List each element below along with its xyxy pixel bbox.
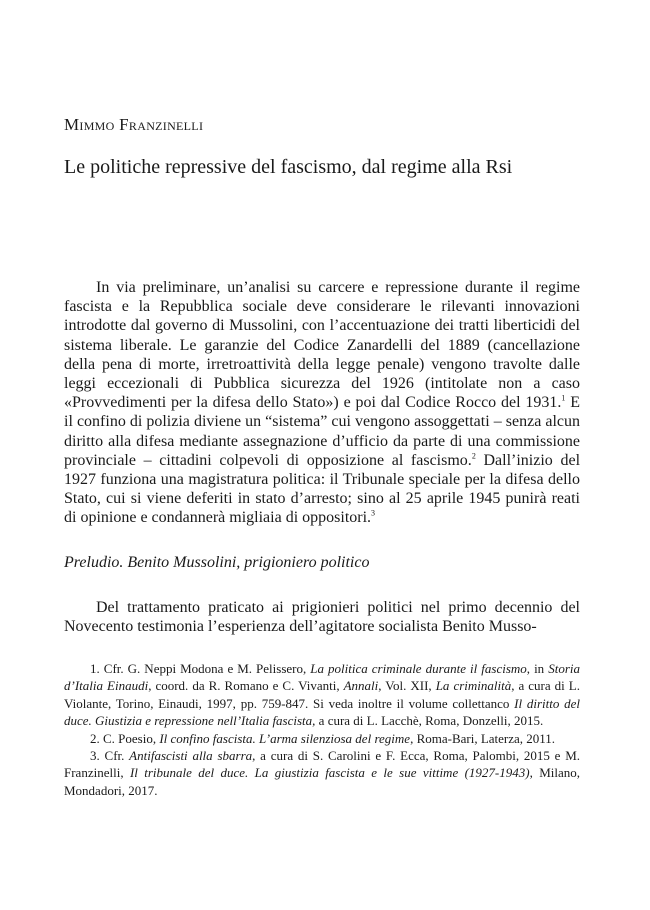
section-paragraph-text: Del trattamento praticato ai prigionieri politici nel primo decennio del Novecento testimonia l’esperienza dell’agitatore socialista Benito Musso- bbox=[64, 599, 580, 636]
fn1-k: a cura di L. Lacchè, Roma, Donzelli, 2015. bbox=[315, 713, 544, 729]
section-paragraph bbox=[64, 598, 580, 636]
fn1-c: , in bbox=[526, 661, 549, 676]
chapter-title: Le politiche repressive del fascismo, dal regime alla Rsi bbox=[64, 156, 513, 178]
intro-text-3: Dall’inizio del 1927 funziona una magistratura politica: il Tribunale speciale per la difesa dello Stato, cui si viene deferiti in stato d’arresto; sino al 25 aprile 1945 punirà reati di opinione e condannerà migliaia di oppositori. bbox=[64, 451, 581, 527]
footnote-2 bbox=[64, 730, 580, 747]
fn3-a: 3. Cfr. bbox=[90, 748, 130, 764]
footnotes bbox=[64, 660, 580, 799]
fn1-d: Storia d’Italia Einaudi bbox=[64, 661, 580, 694]
fn2-c: , Roma-Bari, Laterza, 2011. bbox=[410, 730, 556, 746]
fn3-d: Il tribunale del duce. La giustizia fascista e le sue vittime (1927-1943) bbox=[129, 765, 530, 781]
fn3-c: , a cura di S. Carolini e F. Ecca, Roma, Palombi, 2015 e M. Franzinelli, bbox=[64, 748, 581, 781]
author-name: Mimmo Franzinelli bbox=[64, 115, 204, 134]
footnote-ref-1[interactable]: 1 bbox=[561, 393, 566, 403]
fn1-i: , a cura di L. Violante, Torino, Einaudi, 1997, pp. 759-847. Si veda inoltre il volume collettanco bbox=[64, 678, 580, 711]
fn1-j: Il diritto del duce. Giustizia e repressione nell’Italia fascista, bbox=[64, 695, 580, 729]
fn1-h: La criminalità bbox=[435, 678, 512, 694]
footnote-ref-2[interactable]: 2 bbox=[471, 451, 476, 461]
intro-text-1: In via preliminare, un’analisi su carcere e repressione durante il regime fascista e la Repubblica sociale deve considerare le rilevanti innovazioni introdotte dal governo di Mussolini, con l’accentuazione dei tratti liberticidi del sistema liberale. Le garanzie del Codice Zanardelli del 1889 (cancellazione della pena di morte, irretroattività della legge penale) vengono travolte dalle leggi eccezionali di Pubblica sicurezza del 1926 (intitolate non a caso «Provvedimenti per la difesa dello Stato») e poi dal Codice Rocco del 1931. bbox=[64, 279, 580, 412]
fn2-b: Il confino fascista. L’arma silenziosa del regime bbox=[159, 730, 411, 746]
fn1-a: 1. Cfr. G. Neppi Modona e M. Pelissero, bbox=[90, 661, 311, 676]
section-heading: Preludio. Benito Mussolini, prigioniero politico bbox=[64, 554, 370, 571]
footnote-ref-3[interactable]: 3 bbox=[371, 509, 376, 519]
fn2-a: 2. C. Poesio, bbox=[90, 730, 160, 746]
fn3-b: Antifascisti alla sbarra bbox=[129, 748, 253, 764]
fn1-b: La politica criminale durante il fascismo bbox=[310, 661, 527, 676]
fn1-g: , Vol. XII, bbox=[378, 678, 436, 694]
intro-paragraph bbox=[64, 278, 580, 528]
footnote-3 bbox=[64, 747, 580, 799]
intro-text-2: E il confino di polizia diviene un “sistema” cui vengono assoggettati – senza alcun diritto alla difesa mediante assegnazione d’ufficio da parte di una commissione provinciale – cittadini colpevoli di opposizione al fascismo. bbox=[64, 394, 580, 469]
fn3-e: , Milano, Mondadori, 2017. bbox=[64, 765, 580, 798]
fn1-e: , coord. da R. Romano e C. Vivanti, bbox=[148, 678, 344, 694]
fn1-f: Annali bbox=[343, 678, 379, 694]
footnote-1 bbox=[64, 660, 580, 730]
